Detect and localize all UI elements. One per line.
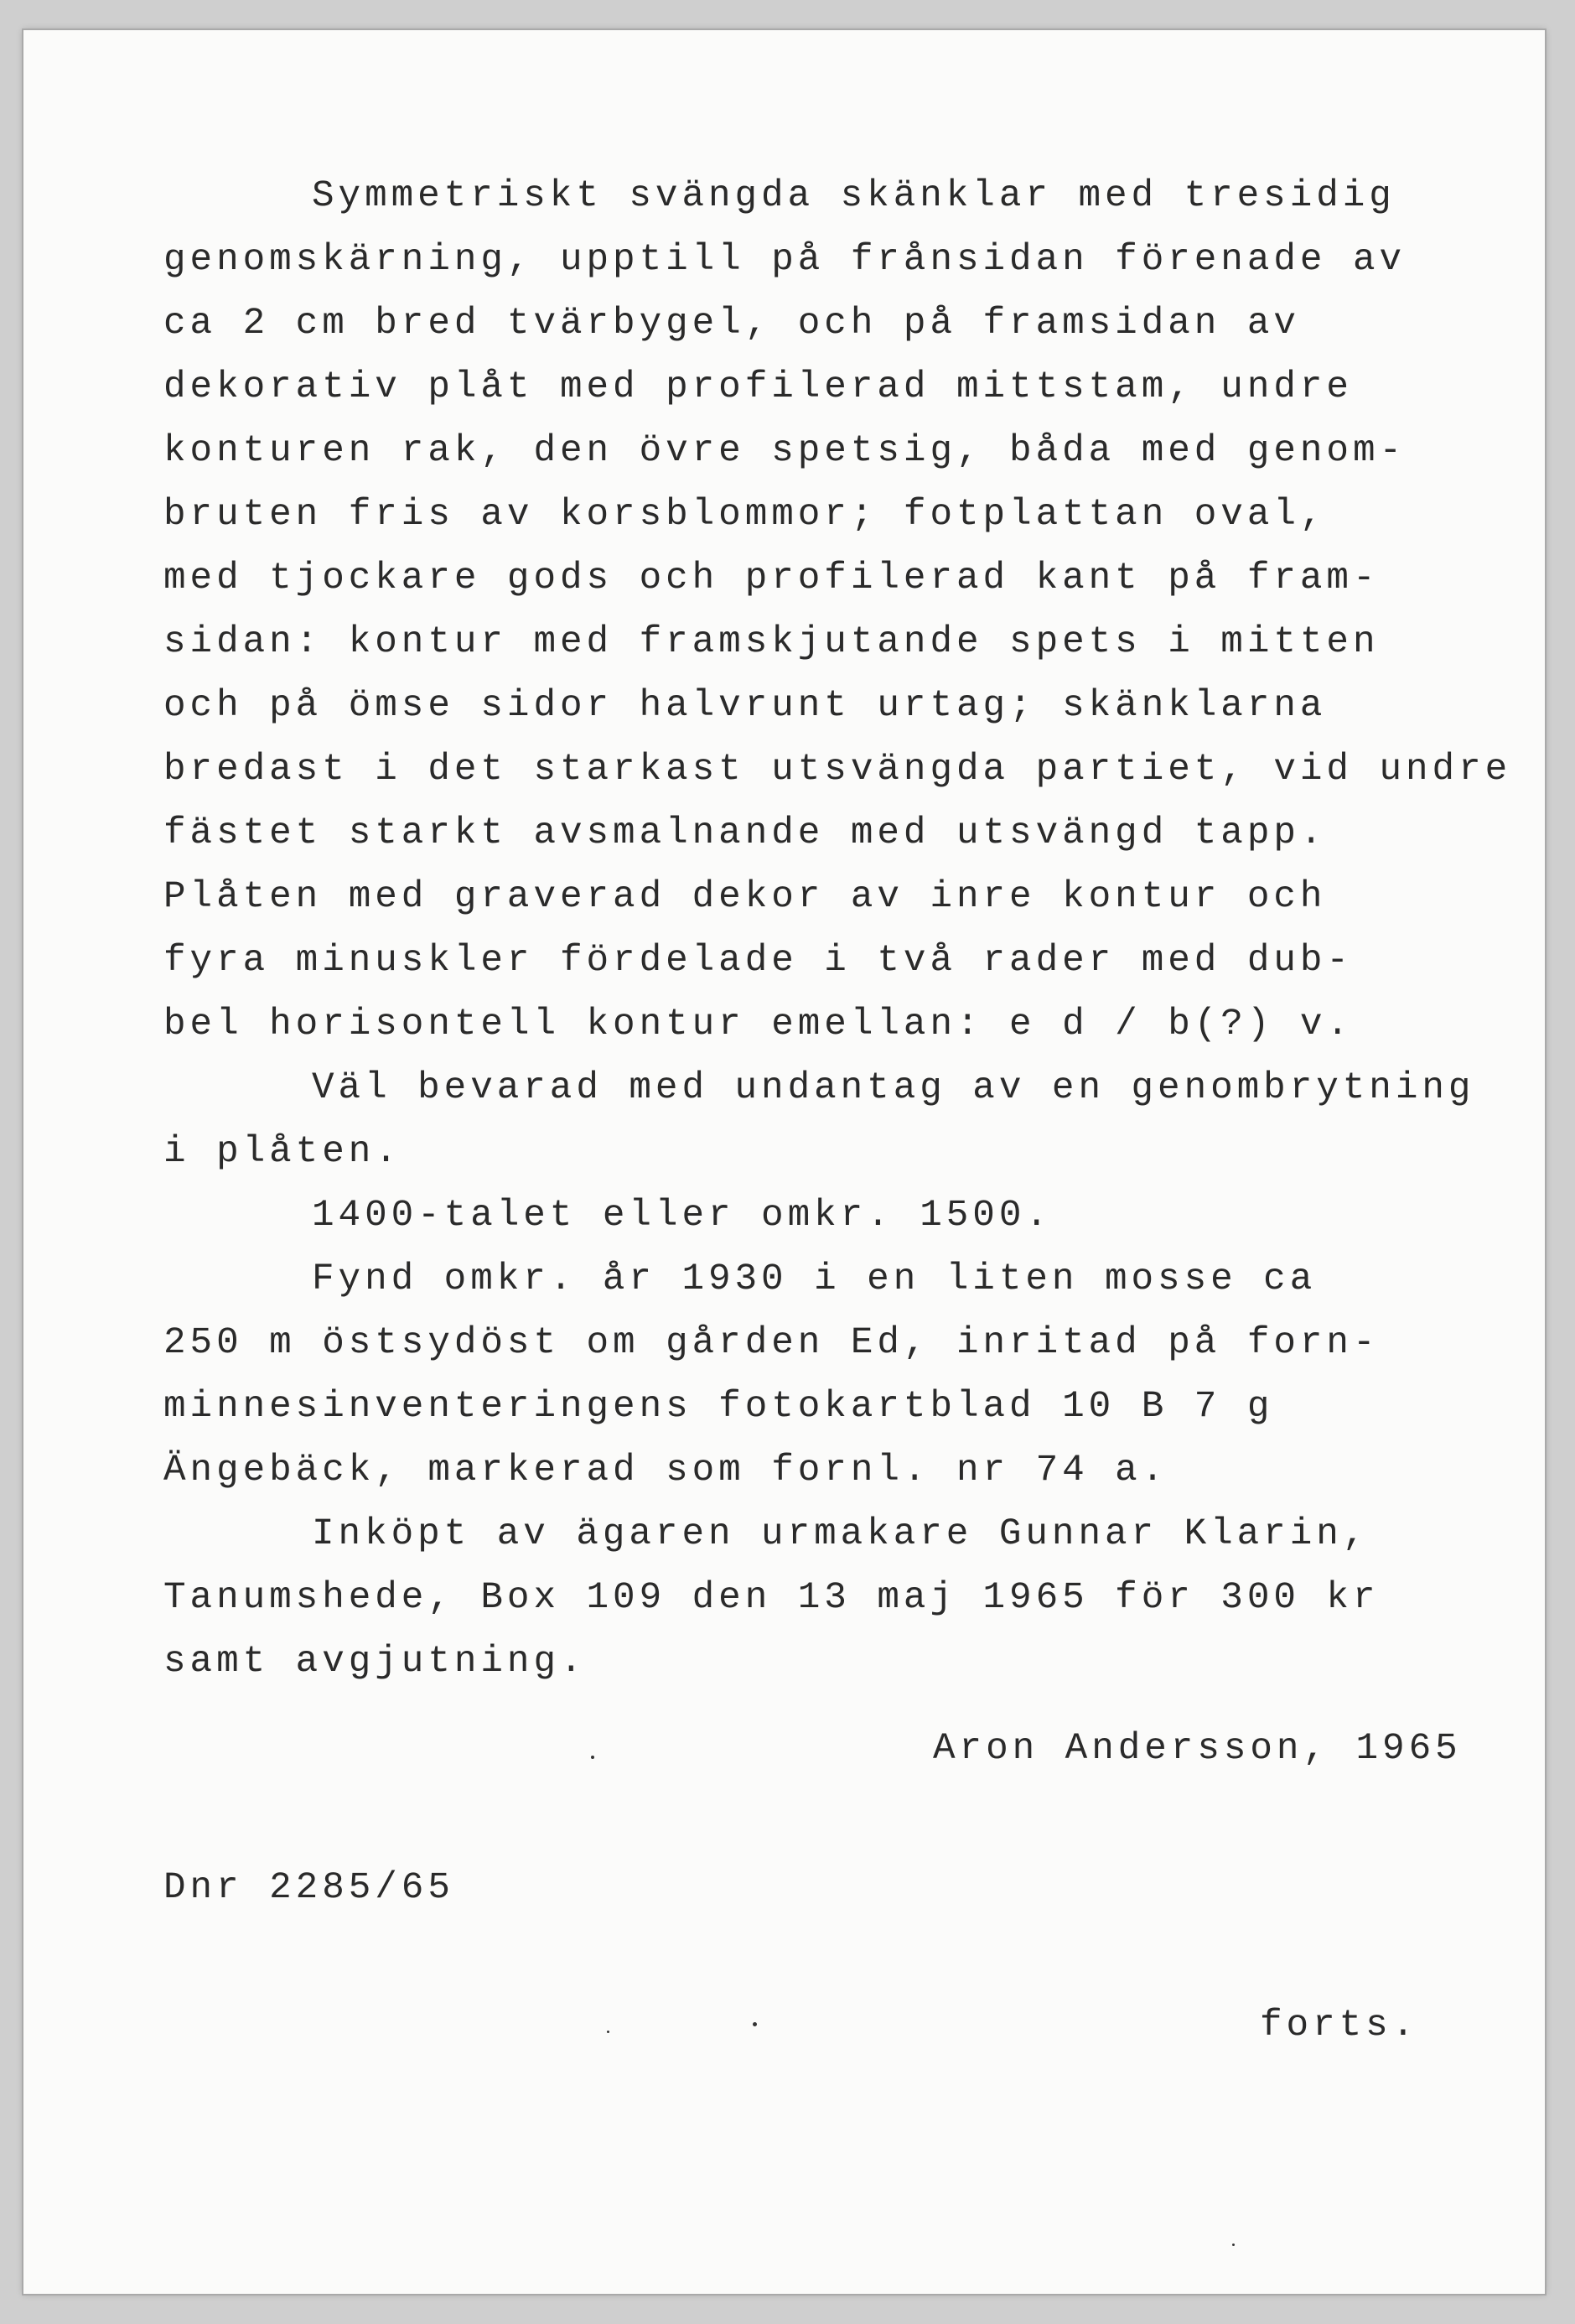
text-line: minnesinventeringens fotokartblad 10 B 7 g <box>163 1386 1274 1428</box>
text-line: bredast i det starkast utsvängda partiet, vid undre <box>163 749 1512 791</box>
signature: Aron Andersson, 1965 <box>933 1728 1462 1770</box>
text-line: Symmetriskt svängda skänklar med tresidig <box>312 175 1396 217</box>
typewritten-text <box>163 30 1538 2046</box>
text-line: genomskärning, upptill på frånsidan förenade av <box>163 239 1407 281</box>
text-line: samt avgjutning. <box>163 1641 587 1683</box>
text-line: 1400-talet eller omkr. 1500. <box>312 1195 1052 1237</box>
text-line: 250 m östsydöst om gården Ed, inritad på forn- <box>163 1322 1380 1364</box>
dust-speck <box>607 2031 609 2033</box>
reference-number: Dnr 2285/65 <box>163 1867 454 1909</box>
dust-speck <box>753 2022 757 2026</box>
text-line: bruten fris av korsblommor; fotplattan oval, <box>163 494 1327 536</box>
text-line: Tanumshede, Box 109 den 13 maj 1965 för 300 kr <box>163 1577 1380 1619</box>
text-line: sidan: kontur med framskjutande spets i mitten <box>163 621 1380 663</box>
text-line: och på ömse sidor halvrunt urtag; skänklarna <box>163 685 1327 727</box>
text-line: fyra minuskler fördelade i två rader med dub- <box>163 940 1353 982</box>
text-line: med tjockare gods och profilerad kant på fram- <box>163 558 1380 599</box>
archive-card <box>23 30 1545 2294</box>
text-line: fästet starkt avsmalnande med utsvängd tapp. <box>163 812 1327 854</box>
text-line: Fynd omkr. år 1930 i en liten mosse ca <box>312 1258 1317 1300</box>
text-line: Ängebäck, markerad som fornl. nr 74 a. <box>163 1450 1168 1491</box>
dust-speck <box>1232 2244 1235 2246</box>
text-line: Plåten med graverad dekor av inre kontur och <box>163 876 1327 918</box>
text-line: bel horisontell kontur emellan: e d / b(?) v. <box>163 1004 1353 1045</box>
text-line: Inköpt av ägaren urmakare Gunnar Klarin, <box>312 1513 1370 1555</box>
text-line: ca 2 cm bred tvärbygel, och på framsidan av <box>163 303 1300 345</box>
text-line: Väl bevarad med undantag av en genombrytning <box>312 1067 1475 1109</box>
dust-speck <box>591 1756 594 1759</box>
text-line: konturen rak, den övre spetsig, båda med genom- <box>163 430 1407 472</box>
text-line: i plåten. <box>163 1131 402 1173</box>
continuation-note: forts. <box>1260 2005 1419 2046</box>
text-line: dekorativ plåt med profilerad mittstam, undre <box>163 366 1353 408</box>
